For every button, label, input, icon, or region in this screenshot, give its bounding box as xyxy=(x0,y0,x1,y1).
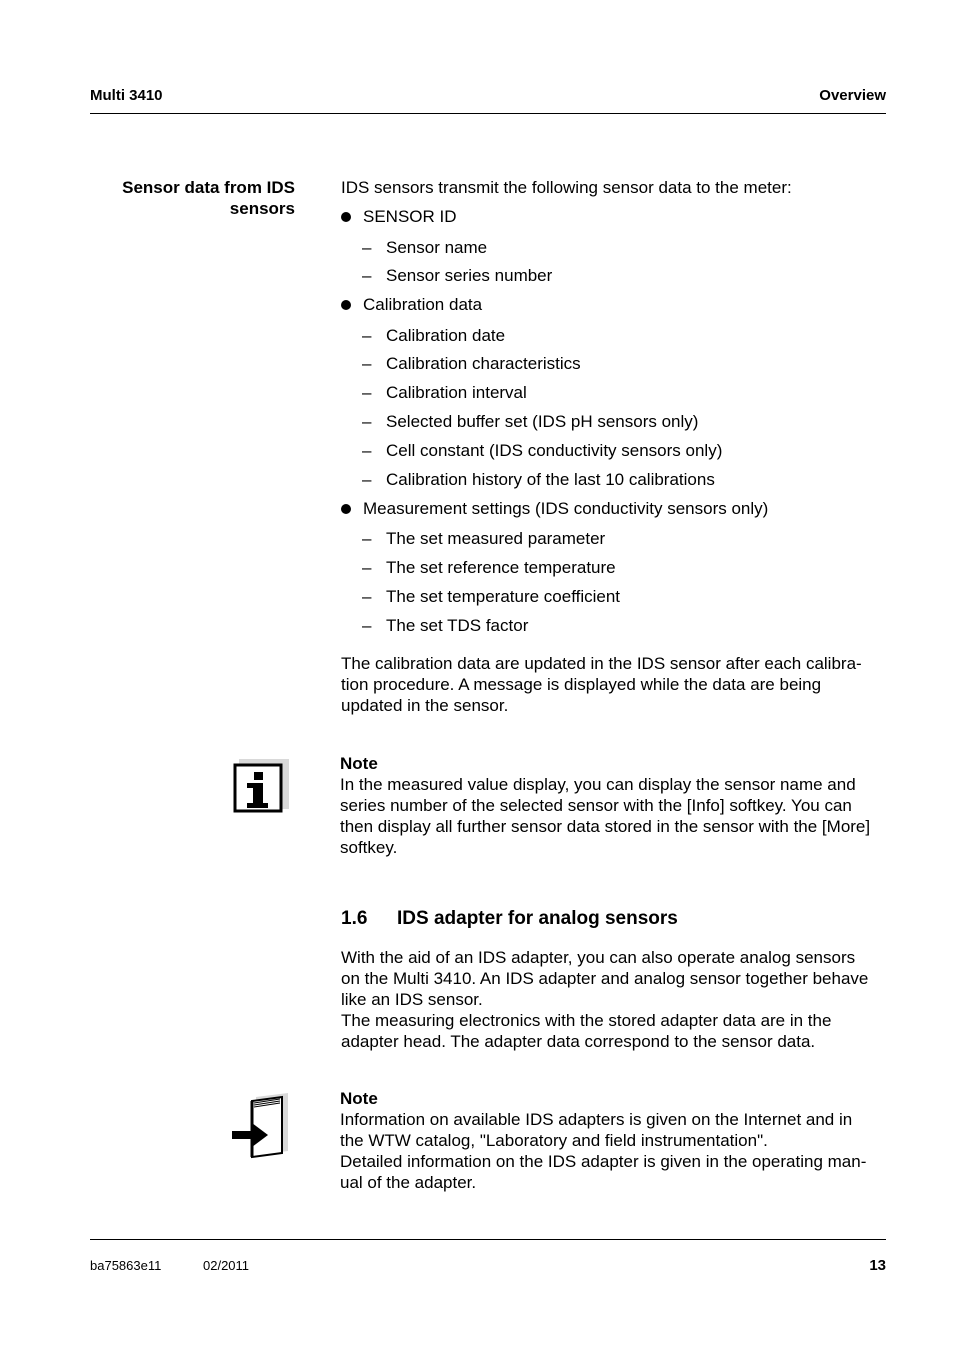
side-heading xyxy=(122,177,295,219)
note-line: Detailed information on the IDS adapter is given in the operating man- xyxy=(340,1152,867,1171)
dash-item-text: Calibration interval xyxy=(386,383,527,402)
info-icon xyxy=(233,759,289,815)
header-rule xyxy=(90,113,886,114)
note-line: Information on available IDS adapters is given on the Internet and in xyxy=(340,1110,853,1129)
header-product-name: Multi 3410 xyxy=(90,87,163,104)
footer-doc-id: ba75863e11 xyxy=(90,1258,162,1273)
note-line: the WTW catalog, "Laboratory and field instrumentation". xyxy=(340,1131,768,1150)
dash-item-text: Sensor series number xyxy=(386,266,553,285)
paragraph-line: The measuring electronics with the stored adapter data are in the xyxy=(341,1011,832,1030)
dash-item-text: Sensor name xyxy=(386,238,488,257)
note-adapter xyxy=(340,1088,866,1193)
dash-item-text: Calibration history of the last 10 calibrations xyxy=(386,470,715,489)
side-heading-line: Sensor data from IDS xyxy=(122,178,295,197)
bullet-dot-icon xyxy=(341,300,351,310)
bullet-label: SENSOR ID xyxy=(363,207,457,226)
book-reference-icon xyxy=(230,1093,290,1159)
dash-item-text: Calibration characteristics xyxy=(386,354,581,373)
note-line: In the measured value display, you can display the sensor name and xyxy=(340,775,856,794)
dash-item-text: The set TDS factor xyxy=(386,616,529,635)
paragraph-line: like an IDS sensor. xyxy=(341,990,483,1009)
paragraph-line: updated in the sensor. xyxy=(341,696,509,715)
footer-rule xyxy=(90,1239,886,1240)
dash-item-text: Selected buffer set (IDS pH sensors only) xyxy=(386,412,699,431)
dash-item-text: The set reference temperature xyxy=(386,558,616,577)
dash-item-text: Calibration date xyxy=(386,326,506,345)
dash-item-text: The set measured parameter xyxy=(386,529,606,548)
intro-paragraph: IDS sensors transmit the following sensor data to the meter: xyxy=(341,178,792,197)
bullet-label: Measurement settings (IDS conductivity sensors only) xyxy=(363,499,769,518)
paragraph-line: With the aid of an IDS adapter, you can also operate analog sensors xyxy=(341,948,856,967)
bullet-dot-icon xyxy=(341,212,351,222)
note-line: ual of the adapter. xyxy=(340,1173,477,1192)
side-heading-line: sensors xyxy=(229,199,295,218)
dash-item-text: Cell constant (IDS conductivity sensors only) xyxy=(386,441,723,460)
paragraph-line: adapter head. The adapter data correspond to the sensor data. xyxy=(341,1032,816,1051)
section-number: 1.6 xyxy=(341,908,368,929)
note-info xyxy=(340,753,870,858)
bullet-dot-icon xyxy=(341,504,351,514)
bullet-label: Calibration data xyxy=(363,295,483,314)
note-line: series number of the selected sensor with the [Info] softkey. You can xyxy=(340,796,852,815)
dash-item-text: The set temperature coefficient xyxy=(386,587,621,606)
note-title: Note xyxy=(340,1089,378,1108)
page-number: 13 xyxy=(869,1257,886,1274)
paragraph-line: tion procedure. A message is displayed while the data are being xyxy=(341,675,822,694)
note-line: softkey. xyxy=(340,838,398,857)
header-chapter-title: Overview xyxy=(819,87,886,104)
calibration-paragraph xyxy=(341,653,862,716)
note-title: Note xyxy=(340,754,378,773)
section-title: IDS adapter for analog sensors xyxy=(397,908,678,929)
section-paragraph xyxy=(341,947,868,1052)
footer-date: 02/2011 xyxy=(203,1258,250,1273)
note-line: then display all further sensor data stored in the sensor with the [More] xyxy=(340,817,871,836)
paragraph-line: on the Multi 3410. An IDS adapter and analog sensor together behave xyxy=(341,969,869,988)
paragraph-line: The calibration data are updated in the IDS sensor after each calibra- xyxy=(341,654,862,673)
